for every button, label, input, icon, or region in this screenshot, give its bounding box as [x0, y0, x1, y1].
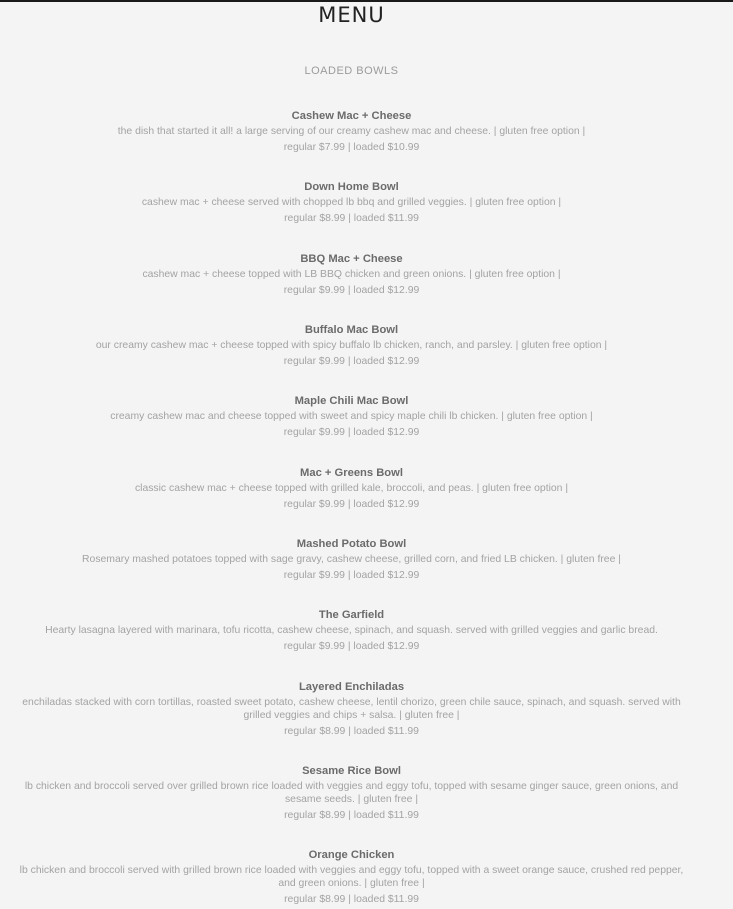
menu-item-name: Orange Chicken [308, 849, 395, 861]
page-title: MENU [318, 3, 385, 27]
menu-item-name: Cashew Mac + Cheese [291, 110, 412, 122]
menu-item-description: Hearty lasagna layered with marinara, tofu ricotta, cashew cheese, spinach, and squash. served with grilled veggies and garlic bread. [45, 625, 658, 636]
menu-item [0, 763, 703, 823]
menu-item [0, 536, 703, 583]
menu-item [0, 179, 703, 226]
menu-item-name: Mashed Potato Bowl [296, 538, 407, 550]
menu-item-price: regular $8.99 | loaded $11.99 [284, 810, 419, 821]
menu-item-price: regular $9.99 | loaded $12.99 [283, 356, 420, 367]
menu-item-name: Buffalo Mac Bowl [304, 324, 399, 336]
menu-item-description: enchiladas stacked with corn tortillas, roasted sweet potato, cashew cheese, lentil chorizo, green chile sauce, spinach, and squash. served with grilled veggies and chips + salsa. | gluten free | [22, 697, 681, 721]
menu-item [0, 322, 703, 369]
section-heading: LOADED BOWLS [304, 65, 399, 77]
menu-item-price: regular $8.99 | loaded $11.99 [284, 894, 419, 905]
menu-item-price: regular $9.99 | loaded $12.99 [283, 427, 420, 438]
menu-item [0, 251, 703, 298]
menu-item [0, 607, 703, 654]
menu-item-price: regular $7.99 | loaded $10.99 [283, 142, 420, 153]
top-border [0, 0, 733, 2]
menu-item-description: cashew mac + cheese served with chopped lb bbq and grilled veggies. | gluten free option | [141, 197, 562, 208]
menu-item-price: regular $9.99 | loaded $12.99 [283, 641, 420, 652]
menu-item [0, 847, 703, 907]
menu-item [0, 679, 703, 739]
menu-item [0, 393, 703, 440]
menu-item [0, 108, 703, 155]
menu-item-description: lb chicken and broccoli served over grilled brown rice loaded with veggies and eggy tofu, topped with sesame ginger sauce, green onions, and sesame seeds. | gluten free | [24, 781, 679, 805]
menu-item-price: regular $8.99 | loaded $11.99 [284, 213, 419, 224]
menu-item-price: regular $9.99 | loaded $12.99 [283, 570, 420, 581]
menu-item-description: lb chicken and broccoli served with grilled brown rice loaded with veggies and eggy tofu, topped with a sweet orange sauce, crushed red pepper, and green onions. | gluten free | [19, 865, 684, 889]
menu-item-name: Mac + Greens Bowl [300, 467, 403, 479]
menu-item-description: our creamy cashew mac + cheese topped with spicy buffalo lb chicken, ranch, and parsley. | gluten free option | [95, 340, 608, 351]
menu-item [0, 465, 703, 512]
menu-item-description: the dish that started it all! a large serving of our creamy cashew mac and cheese. | gluten free option | [117, 126, 586, 137]
menu-item-name: Maple Chili Mac Bowl [294, 395, 409, 407]
menu-item-name: Layered Enchiladas [298, 681, 405, 693]
menu-item-description: cashew mac + cheese topped with LB BBQ chicken and green onions. | gluten free option | [142, 269, 561, 280]
menu-item-description: classic cashew mac + cheese topped with grilled kale, broccoli, and peas. | gluten free option | [134, 483, 569, 494]
menu-item-description: Rosemary mashed potatoes topped with sage gravy, cashew cheese, grilled corn, and fried LB chicken. | gluten free | [82, 554, 621, 565]
menu-item-price: regular $9.99 | loaded $12.99 [283, 499, 420, 510]
menu-item-price: regular $9.99 | loaded $12.99 [283, 285, 420, 296]
menu-item-name: BBQ Mac + Cheese [300, 253, 403, 265]
menu-item-name: Sesame Rice Bowl [302, 765, 401, 777]
menu-item-price: regular $8.99 | loaded $11.99 [284, 726, 419, 737]
menu-item-name: The Garfield [318, 609, 385, 621]
menu-item-name: Down Home Bowl [304, 181, 399, 193]
menu-item-description: creamy cashew mac and cheese topped with sweet and spicy maple chili lb chicken. | gluten free option | [110, 411, 593, 422]
